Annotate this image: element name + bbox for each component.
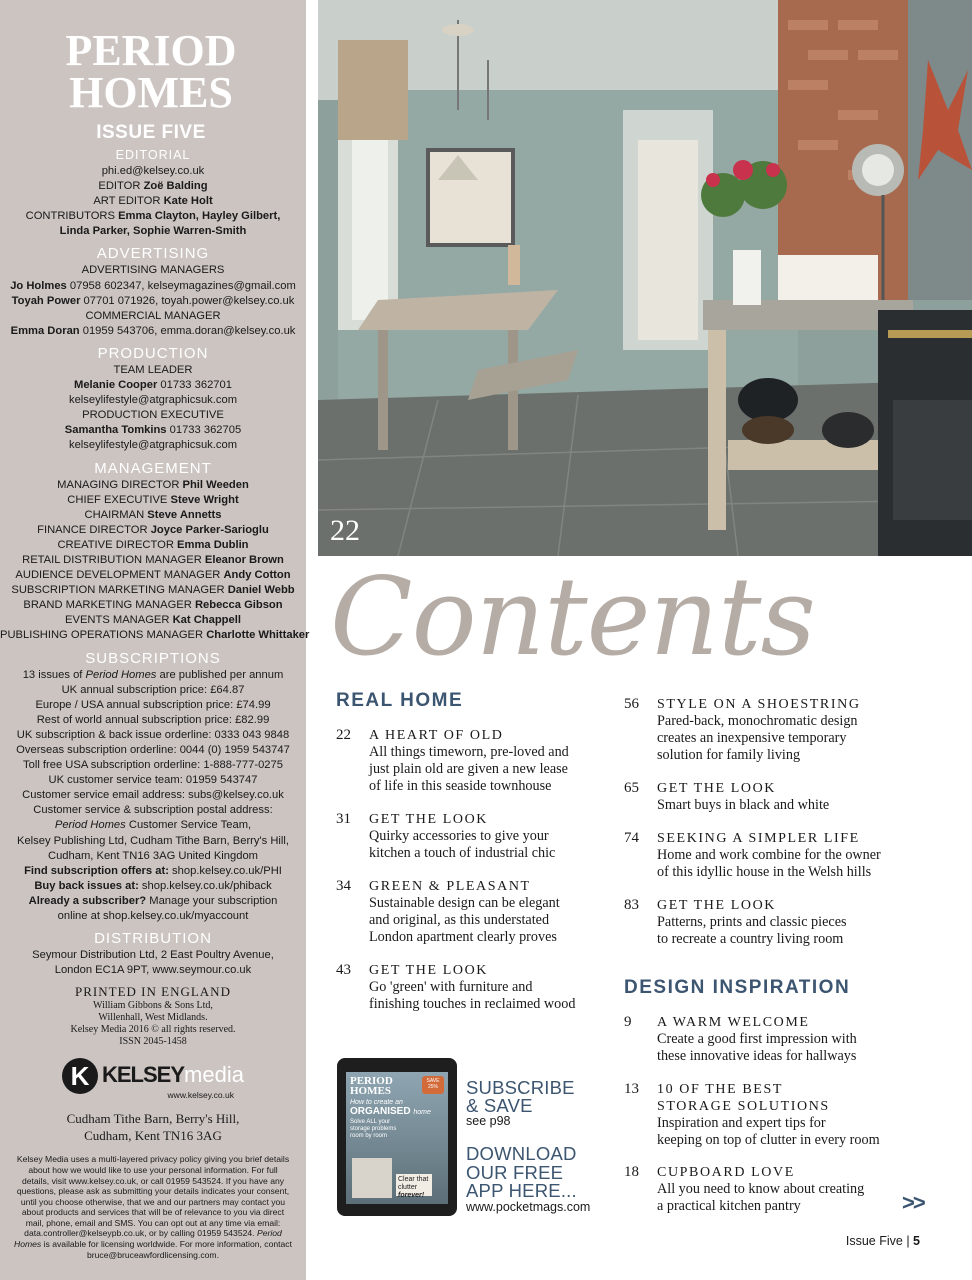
mini-mag-sub: How to create an [350, 1099, 403, 1106]
management-row [0, 553, 306, 568]
management-row [0, 598, 306, 613]
manage-subscription-line: Already a subscriber? Manage your subscription [28, 894, 278, 907]
subscribe-see-page: see p98 [466, 1114, 511, 1128]
entry-description: Home and work combine for the owner [657, 847, 881, 863]
tablet-screen [346, 1072, 448, 1204]
management-row [0, 478, 306, 493]
management-name: Joyce Parker-Sarioglu [150, 523, 269, 536]
masthead-sidebar [0, 0, 310, 1280]
management-role: SUBSCRIPTION MARKETING MANAGER [11, 584, 228, 597]
download-line-2[interactable]: OUR FREE [466, 1162, 564, 1183]
entry-page-number: 83 [624, 897, 639, 913]
subscribe-line-2[interactable]: & SAVE [466, 1095, 533, 1116]
entry-description: creates an inexpensive temporary [657, 729, 847, 746]
ad-contact-1: Jo Holmes 07958 602347, kelseymagazines@gmail.com [10, 279, 296, 292]
my-account-link[interactable]: online at shop.kelsey.co.uk/myaccount [57, 910, 249, 923]
entry-description: Pared-back, monochromatic design [657, 713, 858, 729]
management-row [0, 583, 306, 598]
mini-mag-headline: ORGANISED home [350, 1106, 431, 1117]
production-exec-heading: PRODUCTION EXECUTIVE [82, 409, 224, 422]
entry-description: a practical kitchen pantry [657, 1197, 801, 1214]
entry-title: CUPBOARD LOVE [657, 1165, 795, 1180]
printer-line-2: Willenhall, West Midlands. [98, 1012, 208, 1024]
management-role: EVENTS MANAGER [65, 614, 173, 627]
entry-description: All things timeworn, pre-loved and [369, 744, 569, 760]
entry-title: GET THE LOOK [657, 898, 777, 913]
contributors-line: CONTRIBUTORS Emma Clayton, Hayley Gilbert, [25, 210, 281, 223]
entry-page-number: 56 [624, 696, 639, 712]
next-page-arrows[interactable]: >> [902, 1190, 924, 1215]
entry-title: GET THE LOOK [369, 963, 489, 978]
entry-title: STORAGE SOLUTIONS [657, 1099, 830, 1114]
entry-title: A WARM WELCOME [657, 1015, 810, 1030]
management-name: Charlotte Whittaker [206, 629, 310, 642]
entry-description: these innovative ideas for hallways [657, 1047, 857, 1064]
kelsey-k-icon: K [62, 1058, 98, 1094]
management-row [0, 538, 306, 553]
subs-line-2: UK annual subscription price: £64.87 [61, 683, 245, 696]
entry-title: 10 OF THE BEST [657, 1082, 783, 1097]
production-email-1: kelseylifestyle@atgraphicsuk.com [68, 394, 238, 407]
privacy-notice: Kelsey Media uses a multi-layered privacy policy giving you brief details about how we would like to use your personal information. For full details, visit www.kelsey.co.uk, or call 01959 543524. If you have any questions, please ask as submitting your details indicates your consent, until you choose otherwise, that we and our partners may contact you about products and services that will be of relevance to you via direct mail, phone, email and SMS. You can opt out at any time via email: data.controller@kelseypb.co.uk, or by calling 01959 543524. Period Homes is available for licensing worldwide. For more information, contact bruce@bruceawfordlicensing.com. [14, 1154, 292, 1260]
management-heading: MANAGEMENT [94, 459, 212, 477]
production-contact-2: Samantha Tomkins 01733 362705 [64, 424, 242, 437]
tablet-magazine-image[interactable] [337, 1058, 457, 1216]
subs-line-5: UK subscription & back issue orderline: 0333 043 9848 [16, 728, 290, 741]
ad-managers-heading: ADVERTISING MANAGERS [81, 264, 225, 277]
subs-line-1: 13 issues of Period Homes are published per annum [22, 668, 284, 681]
entry-description: Go 'green' with furniture and [369, 979, 533, 995]
entry-description: solution for family living [657, 746, 801, 763]
distribution-line-2: London EC1A 9PT, www.seymour.co.uk [54, 964, 252, 977]
distribution-heading: DISTRIBUTION [94, 930, 212, 948]
entry-description: of this idyllic house in the Welsh hills [657, 863, 872, 880]
subs-line-12: Kelsey Publishing Ltd, Cudham Tithe Barn, Berry's Hill, [16, 834, 289, 847]
address-line-1: Cudham Tithe Barn, Berry's Hill, [66, 1111, 240, 1127]
entry-page-number: 43 [336, 962, 351, 978]
entry-page-number: 18 [624, 1164, 639, 1180]
entry-description: of life in this seaside townhouse [369, 777, 552, 794]
subs-line-8: UK customer service team: 01959 543747 [48, 774, 258, 787]
entry-title: SEEKING A SIMPLER LIFE [657, 831, 860, 846]
entry-title: A HEART OF OLD [369, 728, 504, 743]
entry-page-number: 34 [336, 878, 351, 894]
entry-title: STYLE ON A SHOESTRING [657, 697, 861, 712]
management-row [0, 493, 306, 508]
management-role: PUBLISHING OPERATIONS MANAGER [0, 629, 207, 642]
subs-line-13: Cudham, Kent TN16 3AG United Kingdom [48, 849, 258, 862]
management-role: FINANCE DIRECTOR [37, 523, 151, 536]
entry-title: GET THE LOOK [657, 781, 777, 796]
management-role: RETAIL DISTRIBUTION MANAGER [22, 553, 205, 566]
entry-page-number: 31 [336, 811, 351, 827]
management-role: BRAND MARKETING MANAGER [23, 599, 195, 612]
address-line-2: Cudham, Kent TN16 3AG [84, 1128, 222, 1144]
mini-mag-clutter-box: Clear that clutter forever! [396, 1174, 432, 1196]
entry-page-number: 13 [624, 1081, 639, 1097]
management-row [0, 568, 306, 583]
design-inspiration-heading: DESIGN INSPIRATION [624, 977, 851, 998]
advertising-heading: ADVERTISING [96, 245, 210, 263]
production-email-2: kelseylifestyle@atgraphicsuk.com [68, 439, 238, 452]
issn-line: ISSN 2045-1458 [119, 1036, 187, 1048]
subs-line-6: Overseas subscription orderline: 0044 (0) 1959 543747 [16, 744, 290, 756]
entry-description: All you need to know about creating [657, 1181, 865, 1197]
kitchen-illustration [318, 0, 972, 556]
download-line-1[interactable]: DOWNLOAD [466, 1143, 577, 1164]
magazine-title-line1: PERIOD [65, 26, 237, 75]
subs-line-10: Customer service & subscription postal address: [33, 804, 273, 817]
entry-title: GET THE LOOK [369, 812, 489, 827]
back-issues-link[interactable]: Buy back issues at: shop.kelsey.co.uk/phiback [34, 879, 272, 892]
management-row [0, 613, 306, 628]
copyright-line: Kelsey Media 2016 © all rights reserved. [70, 1024, 236, 1036]
entry-description: Quirky accessories to give your [369, 828, 549, 844]
contents-title: Contents [330, 555, 815, 680]
subscribe-line-1[interactable]: SUBSCRIBE [466, 1077, 575, 1098]
management-list [0, 478, 310, 644]
management-role: AUDIENCE DEVELOPMENT MANAGER [15, 569, 224, 582]
management-name: Kat Chappell [172, 614, 241, 627]
photo-page-number: 22 [330, 514, 360, 547]
entry-page-number: 9 [624, 1014, 632, 1030]
entry-title: GREEN & PLEASANT [369, 879, 531, 894]
management-name: Steve Annetts [147, 508, 222, 521]
subs-line-7: Toll free USA subscription orderline: 1-888-777-0275 [23, 759, 283, 772]
mini-mag-note: Solve ALL your storage problems room by room [350, 1119, 397, 1139]
entry-page-number: 22 [336, 727, 351, 743]
entry-description: London apartment clearly proves [369, 928, 557, 945]
subscriptions-heading: SUBSCRIPTIONS [85, 649, 221, 667]
download-line-3[interactable]: APP HERE... [466, 1180, 577, 1201]
management-row [0, 628, 310, 643]
entry-description: finishing touches in reclaimed wood [369, 995, 576, 1012]
editorial-email: phi.ed@kelsey.co.uk [101, 165, 205, 177]
management-role: CREATIVE DIRECTOR [57, 538, 178, 551]
real-home-heading: REAL HOME [336, 690, 464, 711]
kitchen-photo[interactable] [318, 0, 972, 556]
ad-contact-3: Emma Doran 01959 543706, emma.doran@kelsey.co.uk [10, 324, 296, 337]
entry-description: just plain old are given a new lease [369, 760, 568, 777]
ad-contact-2: Toyah Power 07701 071926, toyah.power@kelsey.co.uk [11, 294, 295, 307]
subs-offers-link[interactable]: Find subscription offers at: shop.kelsey.co.uk/PHI [24, 864, 282, 877]
production-contact-1: Melanie Cooper 01733 362701 [74, 379, 232, 392]
management-role: MANAGING DIRECTOR [57, 478, 183, 491]
distribution-line-1: Seymour Distribution Ltd, 2 East Poultry Avenue, [32, 949, 274, 962]
entry-description: to recreate a country living room [657, 930, 844, 947]
subs-line-4: Rest of world annual subscription price: £82.99 [36, 713, 270, 726]
management-role: CHIEF EXECUTIVE [67, 493, 171, 506]
management-name: Andy Cotton [223, 569, 291, 582]
kelsey-media-logo [58, 1058, 248, 1102]
entry-page-number: 74 [624, 830, 639, 846]
management-row [0, 508, 306, 523]
subs-line-9: Customer service email address: subs@kelsey.co.uk [22, 789, 284, 802]
publisher-address [0, 1110, 306, 1144]
entry-description: Sustainable design can be elegant [369, 895, 560, 911]
entry-description: kitchen a touch of industrial chic [369, 844, 556, 861]
issue-label: ISSUE FIVE [96, 122, 206, 143]
management-name: Rebecca Gibson [194, 599, 283, 612]
management-row [0, 523, 306, 538]
page-folio: Issue Five | 5 [845, 1234, 920, 1248]
mini-mag-title: PERIOD HOMES [350, 1075, 393, 1097]
entry-description: keeping on top of clutter in every room [657, 1131, 880, 1148]
entry-description: Patterns, prints and classic pieces [657, 914, 847, 930]
production-heading: PRODUCTION [97, 344, 209, 362]
contributors-line-2: Linda Parker, Sophie Warren-Smith [59, 225, 247, 238]
commercial-heading: COMMERCIAL MANAGER [85, 309, 221, 322]
management-name: Emma Dublin [177, 538, 249, 551]
management-name: Eleanor Brown [204, 553, 284, 566]
kelsey-url[interactable]: www.kelsey.co.uk [167, 1090, 234, 1101]
team-leader-heading: TEAM LEADER [113, 363, 193, 376]
pocketmags-link[interactable]: www.pocketmags.com [466, 1200, 591, 1214]
mini-mag-furniture-image [352, 1158, 392, 1198]
subs-line-11: Period Homes Customer Service Team, [54, 819, 252, 832]
entry-description: Create a good first impression with [657, 1031, 857, 1047]
kelsey-wordmark: KELSEYmedia [102, 1062, 244, 1088]
entry-description: Smart buys in black and white [657, 797, 830, 813]
editor-line: EDITOR Zoë Balding [98, 180, 208, 193]
printed-heading: PRINTED IN ENGLAND [75, 984, 231, 1000]
magazine-title-line2: HOMES [69, 68, 233, 117]
subs-line-3: Europe / USA annual subscription price: £74.99 [35, 698, 271, 711]
entry-description: and original, as this understated [369, 911, 550, 928]
management-name: Daniel Webb [227, 584, 295, 597]
management-name: Steve Wright [170, 493, 239, 506]
printer-line-1: William Gibbons & Sons Ltd, [93, 1000, 213, 1012]
management-role: CHAIRMAN [84, 508, 148, 521]
art-editor-line: ART EDITOR Kate Holt [93, 195, 213, 208]
management-name: Phil Weeden [182, 478, 249, 491]
mini-mag-badge: SAVE 25% [422, 1076, 444, 1094]
entry-page-number: 65 [624, 780, 639, 796]
entry-description: Inspiration and expert tips for [657, 1115, 826, 1131]
editorial-heading: EDITORIAL [115, 148, 191, 162]
magazine-title [0, 26, 306, 117]
